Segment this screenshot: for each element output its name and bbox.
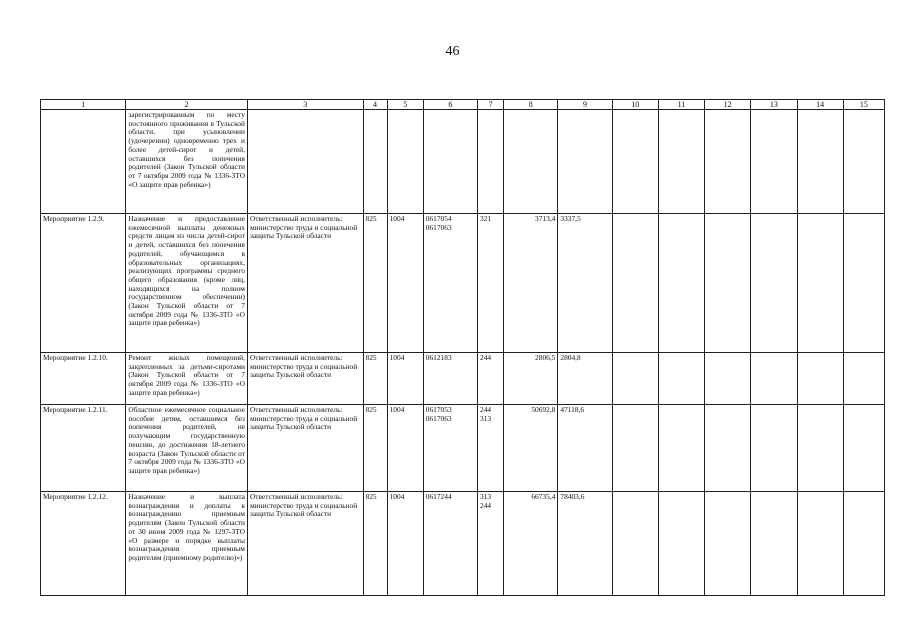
cell-col6: 0617054 0617063 <box>423 214 477 353</box>
measure-cell: Мероприятие 1.2.10. <box>41 353 126 405</box>
cell-col9: 47118,6 <box>558 405 612 492</box>
cell-col15 <box>843 110 884 214</box>
table-row <box>41 492 885 596</box>
cell-col6: 0617244 <box>423 492 477 596</box>
column-header: 1 <box>41 100 126 110</box>
cell-col6: 0617053 0617063 <box>423 405 477 492</box>
cell-col15 <box>843 405 884 492</box>
cell-col10 <box>612 110 658 214</box>
cell-col7: 244 <box>478 353 504 405</box>
cell-col10 <box>612 353 658 405</box>
column-header: 13 <box>751 100 797 110</box>
table-row <box>41 353 885 405</box>
cell-col8 <box>504 110 558 214</box>
column-header: 10 <box>612 100 658 110</box>
cell-col15 <box>843 353 884 405</box>
column-header: 6 <box>423 100 477 110</box>
table-row <box>41 110 885 214</box>
cell-col11 <box>658 214 704 353</box>
cell-col4: 825 <box>363 405 387 492</box>
cell-col4: 825 <box>363 214 387 353</box>
cell-col13 <box>751 353 797 405</box>
cell-col9 <box>558 110 612 214</box>
cell-col11 <box>658 405 704 492</box>
header-row <box>41 100 885 110</box>
cell-col5: 1004 <box>387 492 423 596</box>
cell-col10 <box>612 492 658 596</box>
table-row <box>41 214 885 353</box>
page-number: 46 <box>445 44 460 59</box>
cell-col13 <box>751 405 797 492</box>
cell-col14 <box>797 492 843 596</box>
executor-cell <box>247 110 363 214</box>
cell-col5 <box>387 110 423 214</box>
description-cell: Областное ежемесячное социальное пособие детям, оставшимся без попечения родителей, не получающим государственную пенсию, до достижения 18-летнего возраста (Закон Тульской области от 7 октября 2009 года № 1336-ЗТО «О защите прав ребенка») <box>126 405 248 492</box>
column-header: 15 <box>843 100 884 110</box>
table-row <box>41 405 885 492</box>
cell-col12 <box>705 214 751 353</box>
cell-col7: 244 313 <box>478 405 504 492</box>
executor-cell: Ответственный исполнитель: министерство труда и социальной защиты Тульской области <box>247 353 363 405</box>
column-header: 9 <box>558 100 612 110</box>
cell-col13 <box>751 110 797 214</box>
measure-cell: Мероприятие 1.2.12. <box>41 492 126 596</box>
cell-col12 <box>705 405 751 492</box>
cell-col11 <box>658 353 704 405</box>
cell-col7 <box>478 110 504 214</box>
cell-col12 <box>705 353 751 405</box>
cell-col8: 66735,4 <box>504 492 558 596</box>
cell-col6 <box>423 110 477 214</box>
cell-col11 <box>658 492 704 596</box>
column-header: 14 <box>797 100 843 110</box>
cell-col5: 1004 <box>387 214 423 353</box>
cell-col5: 1004 <box>387 405 423 492</box>
column-header: 8 <box>504 100 558 110</box>
description-cell: Ремонт жилых помещений, закрепленных за детьми-сиротами (Закон Тульской области от 7 октября 2009 года № 1336-ЗТО «О защите прав ребенка») <box>126 353 248 405</box>
column-header: 11 <box>658 100 704 110</box>
column-header: 2 <box>126 100 248 110</box>
measure-cell: Мероприятие 1.2.11. <box>41 405 126 492</box>
cell-col10 <box>612 405 658 492</box>
cell-col14 <box>797 405 843 492</box>
cell-col9: 3337,5 <box>558 214 612 353</box>
cell-col8: 50692,8 <box>504 405 558 492</box>
cell-col7: 321 <box>478 214 504 353</box>
cell-col8: 2806,5 <box>504 353 558 405</box>
cell-col7: 313 244 <box>478 492 504 596</box>
column-header: 3 <box>247 100 363 110</box>
cell-col12 <box>705 110 751 214</box>
column-header: 12 <box>705 100 751 110</box>
cell-col14 <box>797 214 843 353</box>
description-cell: зарегистрированным по месту постоянного проживания в Тульской области, при усыновлении (удочерении) одновременно трех и более детей-сирот и детей, оставшихся без попечения родителей (Закон Тульской области от 7 октября 2009 года № 1336-ЗТО «О защите прав ребенка») <box>126 110 248 214</box>
cell-col10 <box>612 214 658 353</box>
cell-col4: 825 <box>363 492 387 596</box>
cell-col15 <box>843 492 884 596</box>
column-header: 4 <box>363 100 387 110</box>
executor-cell: Ответственный исполнитель: министерство труда и социальной защиты Тульской области <box>247 214 363 353</box>
column-header: 7 <box>478 100 504 110</box>
cell-col12 <box>705 492 751 596</box>
budget-table <box>40 99 885 596</box>
cell-col13 <box>751 492 797 596</box>
description-cell: Назначение и выплата вознаграждения и доплаты к вознаграждению приемным родителям (Закон Тульской области от 30 июня 2009 года № 1297-ЗТО «О размере и порядке выплаты вознаграждения приемным родителям (приемному родителю)») <box>126 492 248 596</box>
cell-col9: 78403,6 <box>558 492 612 596</box>
cell-col11 <box>658 110 704 214</box>
executor-cell: Ответственный исполнитель: министерство труда и социальной защиты Тульской области <box>247 492 363 596</box>
cell-col4 <box>363 110 387 214</box>
cell-col8: 3713,4 <box>504 214 558 353</box>
executor-cell: Ответственный исполнитель: министерство труда и социальной защиты Тульской области <box>247 405 363 492</box>
cell-col14 <box>797 110 843 214</box>
cell-col15 <box>843 214 884 353</box>
cell-col6: 0612183 <box>423 353 477 405</box>
measure-cell <box>41 110 126 214</box>
description-cell: Назначение и предоставление ежемесячной выплаты денежных средств лицам из числа детей-сирот и детей, оставшихся без попечения родителей, обучающимся в образовательных организациях, реализующих программы среднего общего образования (кроме лиц, находящихся на полном государственном обеспечении) (Закон Тульской области от 7 октября 2009 года № 1336-ЗТО «О защите прав ребенка») <box>126 214 248 353</box>
cell-col14 <box>797 353 843 405</box>
column-header: 5 <box>387 100 423 110</box>
cell-col13 <box>751 214 797 353</box>
cell-col4: 825 <box>363 353 387 405</box>
measure-cell: Мероприятие 1.2.9. <box>41 214 126 353</box>
cell-col9: 2804,8 <box>558 353 612 405</box>
cell-col5: 1004 <box>387 353 423 405</box>
